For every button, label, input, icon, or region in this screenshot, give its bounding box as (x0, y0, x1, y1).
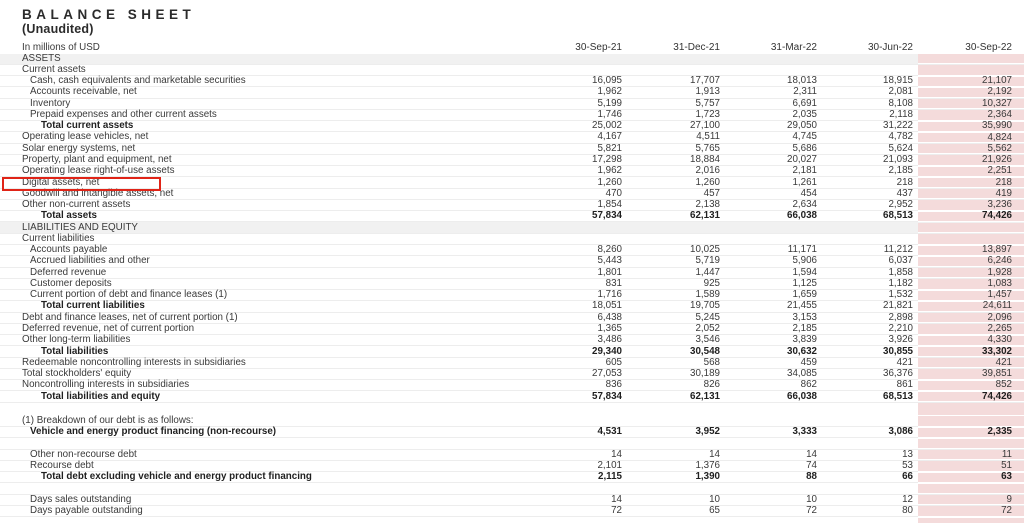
row-value: 1,447 (695, 266, 720, 278)
row-value: 4,167 (597, 131, 622, 143)
row-value: 3,333 (792, 426, 817, 438)
row-value: 4,782 (888, 131, 913, 143)
row-value: 5,719 (695, 255, 720, 267)
table-row (0, 177, 1024, 188)
table-row (0, 87, 1024, 98)
row-value: 1,723 (695, 108, 720, 120)
table-row (0, 324, 1024, 335)
row-value: 1,746 (597, 108, 622, 120)
row-value: 72 (611, 504, 622, 516)
row-value: 3,952 (695, 426, 720, 438)
row-value: 2,115 (598, 471, 622, 483)
row-value-highlighted: 218 (918, 178, 1024, 188)
row-value: 459 (800, 356, 817, 368)
row-value: 1,854 (597, 199, 622, 211)
row-value: 3,926 (888, 334, 913, 346)
row-value-highlighted: 63 (918, 473, 1024, 483)
row-value: 30,189 (690, 368, 720, 380)
table-row (0, 346, 1024, 357)
row-label: Noncontrolling interests in subsidiaries (22, 379, 190, 391)
table-row (0, 450, 1024, 461)
row-label: Goodwill and intangible assets, net (22, 187, 174, 199)
row-value: 62,131 (690, 390, 720, 402)
row-value: 25,002 (592, 120, 622, 132)
row-value-highlighted: 21,107 (918, 77, 1024, 87)
row-value-highlighted: 2,251 (918, 167, 1024, 177)
row-value-highlighted: 10,327 (918, 99, 1024, 109)
row-value: 861 (896, 379, 913, 391)
row-value-highlighted: 1,457 (918, 291, 1024, 301)
row-value: 11,212 (883, 244, 913, 256)
row-value: 8,108 (888, 97, 913, 109)
row-value: 5,757 (695, 97, 720, 109)
row-value: 3,839 (792, 334, 817, 346)
row-value: 2,101 (597, 459, 622, 471)
column-header-date: 31-Mar-22 (770, 41, 817, 53)
row-value: 1,962 (597, 86, 622, 98)
row-value: 18,915 (883, 75, 913, 87)
row-value: 605 (605, 356, 622, 368)
row-value: 1,858 (888, 266, 913, 278)
row-value: 65 (709, 504, 720, 516)
table-row (0, 427, 1024, 438)
row-value: 68,513 (883, 390, 913, 402)
spacer-row (0, 483, 1024, 494)
row-value: 17,707 (690, 75, 720, 87)
row-value-highlighted: 9 (918, 495, 1024, 505)
row-value: 20,027 (787, 154, 817, 166)
row-value: 10 (806, 493, 817, 505)
row-label: Customer deposits (30, 277, 112, 289)
row-value: 836 (605, 379, 622, 391)
row-value-highlighted: 2,096 (918, 313, 1024, 323)
row-label: Current portion of debt and finance leases (1) (30, 289, 228, 301)
row-value-highlighted: 2,265 (918, 324, 1024, 334)
row-value: 1,589 (695, 289, 720, 301)
row-label: Current liabilities (22, 232, 95, 244)
row-value: 1,532 (888, 289, 913, 301)
table-row (0, 358, 1024, 369)
row-label: Deferred revenue (30, 266, 107, 278)
row-value: 831 (605, 277, 622, 289)
table-row (0, 76, 1024, 87)
row-value-highlighted (918, 234, 1024, 244)
row-label: Vehicle and energy product financing (non-recourse) (30, 426, 277, 438)
row-value: 80 (902, 504, 913, 516)
row-value: 1,913 (695, 86, 720, 98)
row-label: Total current assets (41, 120, 134, 132)
row-value-highlighted: 3,236 (918, 200, 1024, 210)
row-value: 3,486 (597, 334, 622, 346)
row-label: Accrued liabilities and other (30, 255, 150, 267)
row-value: 27,100 (690, 120, 720, 132)
row-value: 3,153 (792, 311, 817, 323)
row-label: Accounts payable (30, 244, 108, 256)
row-value-highlighted: 852 (918, 381, 1024, 391)
balance-sheet-table (0, 42, 1024, 523)
row-label: Property, plant and equipment, net (22, 154, 172, 166)
row-value: 5,199 (597, 97, 622, 109)
table-row (0, 506, 1024, 517)
row-value: 2,898 (888, 311, 913, 323)
row-value: 18,013 (787, 75, 817, 87)
row-value: 12 (902, 493, 913, 505)
row-value: 1,659 (792, 289, 817, 301)
row-value: 4,511 (696, 131, 720, 143)
row-label: Total current liabilities (41, 300, 145, 312)
row-value-highlighted: 2,192 (918, 88, 1024, 98)
row-value-highlighted (918, 484, 1024, 494)
row-value: 18,051 (592, 300, 622, 312)
row-label: Redeemable noncontrolling interests in subsidiaries (22, 356, 246, 368)
row-value-highlighted: 419 (918, 189, 1024, 199)
table-row (0, 189, 1024, 200)
row-value: 36,376 (883, 368, 913, 380)
table-row (0, 200, 1024, 211)
table-row (0, 290, 1024, 301)
page-header (0, 0, 1024, 36)
row-value: 2,185 (888, 165, 913, 177)
section-header-row (0, 222, 1024, 233)
row-value: 568 (703, 356, 720, 368)
row-value-highlighted: 11 (918, 450, 1024, 460)
row-label: Other long-term liabilities (22, 334, 131, 346)
table-row (0, 110, 1024, 121)
column-header-date: 30-Jun-22 (867, 41, 913, 53)
row-value: 470 (605, 187, 622, 199)
table-row (0, 132, 1024, 143)
row-value-highlighted (918, 439, 1024, 449)
row-value: 30,855 (883, 345, 913, 357)
table-row (0, 335, 1024, 346)
row-value: 29,340 (592, 345, 622, 357)
row-value-highlighted: 5,562 (918, 144, 1024, 154)
table-row (0, 245, 1024, 256)
row-value: 1,260 (597, 176, 622, 188)
row-label: Total liabilities (41, 345, 109, 357)
spacer-row (0, 403, 1024, 416)
row-value: 1,365 (597, 323, 622, 334)
row-label: Accounts receivable, net (30, 86, 137, 98)
row-value: 17,298 (592, 154, 622, 166)
row-value: 68,513 (883, 210, 913, 222)
row-value-highlighted: 421 (918, 358, 1024, 368)
row-value: 8,260 (597, 244, 622, 256)
row-value: 34,085 (787, 368, 817, 380)
row-value: 13 (902, 448, 913, 460)
table-body (0, 54, 1024, 523)
row-value-highlighted: 33,302 (918, 347, 1024, 357)
row-value-highlighted: 1,928 (918, 268, 1024, 278)
row-value: 5,821 (597, 142, 622, 154)
row-value: 57,834 (592, 210, 622, 222)
unit-label: In millions of USD (22, 41, 100, 53)
row-value-highlighted: 74,426 (918, 212, 1024, 222)
row-value: 437 (896, 187, 913, 199)
row-value: 457 (703, 187, 720, 199)
table-row (0, 268, 1024, 279)
row-value: 862 (800, 379, 817, 391)
row-value: 21,455 (787, 300, 817, 312)
row-value: 66,038 (787, 390, 817, 402)
table-row (0, 234, 1024, 245)
row-value: 925 (703, 277, 720, 289)
row-value: 1,801 (597, 266, 622, 278)
row-value: 2,210 (888, 323, 913, 334)
spacer-row (0, 438, 1024, 449)
row-value: 826 (703, 379, 720, 391)
row-value: 57,834 (592, 390, 622, 402)
row-value: 27,053 (592, 368, 622, 380)
row-value: 6,691 (792, 97, 817, 109)
row-value-highlighted: 21,926 (918, 155, 1024, 165)
row-value-highlighted (918, 223, 1024, 233)
row-value: 1,182 (888, 277, 913, 289)
row-value: 10 (709, 493, 720, 505)
row-value: 2,181 (792, 165, 817, 177)
row-value: 21,093 (883, 154, 913, 166)
row-label: ASSETS (22, 52, 61, 64)
row-value-highlighted (918, 518, 1024, 523)
row-label: LIABILITIES AND EQUITY (22, 221, 138, 233)
row-value: 21,821 (883, 300, 913, 312)
row-label: Solar energy systems, net (22, 142, 136, 154)
row-value-highlighted: 4,824 (918, 133, 1024, 143)
row-value: 2,052 (695, 323, 720, 334)
row-value: 2,634 (792, 199, 817, 211)
row-label: Total assets (41, 210, 97, 222)
row-value: 30,548 (690, 345, 720, 357)
row-value: 4,531 (597, 426, 622, 438)
row-label: Other non-current assets (22, 199, 131, 211)
row-value: 10,025 (690, 244, 720, 256)
row-value-highlighted (918, 54, 1024, 64)
row-value: 2,311 (793, 86, 817, 98)
row-value: 1,962 (597, 165, 622, 177)
row-label: Current assets (22, 63, 86, 75)
row-value: 30,632 (787, 345, 817, 357)
row-value-highlighted: 24,611 (918, 302, 1024, 312)
row-value: 14 (806, 448, 817, 460)
row-value: 14 (709, 448, 720, 460)
row-value: 1,376 (695, 459, 720, 471)
row-value: 5,906 (792, 255, 817, 267)
row-value: 6,438 (597, 311, 622, 323)
row-value: 218 (896, 176, 913, 188)
row-value-highlighted: 2,364 (918, 110, 1024, 120)
row-value-highlighted: 35,990 (918, 122, 1024, 132)
row-value: 2,118 (889, 108, 913, 120)
row-value-highlighted: 74,426 (918, 392, 1024, 402)
row-label: (1) Breakdown of our debt is as follows: (22, 414, 194, 426)
row-value: 16,095 (592, 75, 622, 87)
table-row (0, 380, 1024, 391)
row-value: 3,546 (695, 334, 720, 346)
row-value: 1,125 (792, 277, 817, 289)
row-value: 2,185 (792, 323, 817, 334)
row-value: 19,705 (690, 300, 720, 312)
row-value: 5,245 (695, 311, 720, 323)
row-value: 14 (611, 493, 622, 505)
row-value: 421 (896, 356, 913, 368)
row-value: 2,081 (888, 86, 913, 98)
row-value: 4,745 (792, 131, 817, 143)
row-label: Operating lease vehicles, net (22, 131, 149, 143)
column-header-date-highlighted: 30-Sep-22 (965, 42, 1012, 54)
row-label: Inventory (30, 97, 71, 109)
row-label: Other non-recourse debt (30, 448, 137, 460)
row-value-highlighted: 2,335 (918, 428, 1024, 438)
row-label: Days sales outstanding (30, 493, 132, 505)
row-value: 2,138 (695, 199, 720, 211)
column-header-date: 31-Dec-21 (673, 41, 720, 53)
row-value: 66,038 (787, 210, 817, 222)
row-value: 3,086 (888, 426, 913, 438)
row-label: Digital assets, net (0, 178, 524, 188)
row-value-highlighted: 6,246 (918, 257, 1024, 267)
row-value: 66 (902, 471, 913, 483)
row-value: 2,035 (792, 108, 817, 120)
table-row (0, 121, 1024, 132)
row-value-highlighted: 13,897 (918, 246, 1024, 256)
row-label: Total stockholders' equity (22, 368, 132, 380)
row-value-highlighted (918, 416, 1024, 426)
row-label: Cash, cash equivalents and marketable securities (30, 75, 246, 87)
row-value-highlighted: 1,083 (918, 279, 1024, 289)
row-label: Total debt excluding vehicle and energy product financing (41, 471, 312, 483)
row-value-highlighted (918, 65, 1024, 75)
row-label: Operating lease right-of-use assets (22, 165, 175, 177)
section-header-row (0, 54, 1024, 65)
row-label: Debt and finance leases, net of current portion (1) (22, 311, 238, 323)
row-value: 31,222 (883, 120, 913, 132)
column-header-date: 30-Sep-21 (575, 41, 622, 53)
table-row (0, 495, 1024, 506)
table-row (0, 211, 1024, 222)
row-value: 5,686 (792, 142, 817, 154)
table-row (0, 256, 1024, 267)
row-value: 5,765 (695, 142, 720, 154)
row-value: 1,260 (695, 176, 720, 188)
row-value-highlighted: 39,851 (918, 369, 1024, 379)
row-value-highlighted: 51 (918, 461, 1024, 471)
row-value: 72 (806, 504, 817, 516)
table-row (0, 472, 1024, 483)
row-label: Deferred revenue, net of current portion (22, 323, 195, 334)
row-value: 29,050 (787, 120, 817, 132)
row-value: 74 (806, 459, 817, 471)
row-value: 2,016 (695, 165, 720, 177)
row-value: 1,594 (792, 266, 817, 278)
row-label: Days payable outstanding (30, 504, 143, 516)
row-value: 1,716 (597, 289, 622, 301)
row-value: 18,884 (690, 154, 720, 166)
row-label: Total liabilities and equity (41, 390, 161, 402)
row-value-highlighted (918, 403, 1024, 416)
page-subtitle: (Unaudited) (22, 22, 94, 36)
table-row (0, 166, 1024, 177)
row-value: 14 (611, 448, 622, 460)
row-value-highlighted: 4,330 (918, 336, 1024, 346)
row-value: 5,624 (888, 142, 913, 154)
row-label: Recourse debt (30, 459, 94, 471)
row-value-highlighted: 72 (918, 506, 1024, 516)
row-value: 62,131 (690, 210, 720, 222)
row-value: 1,261 (792, 176, 817, 188)
row-value: 53 (902, 459, 913, 471)
page-title: BALANCE SHEET (22, 7, 196, 22)
row-value: 88 (806, 471, 817, 483)
table-row (0, 391, 1024, 402)
row-value: 2,952 (888, 199, 913, 211)
row-value: 11,171 (787, 244, 817, 256)
spacer-row (0, 517, 1024, 523)
row-value: 6,037 (888, 255, 913, 267)
row-value: 1,390 (695, 471, 720, 483)
row-label: Prepaid expenses and other current assets (30, 108, 217, 120)
table-header-row (0, 42, 1024, 54)
row-value: 5,443 (597, 255, 622, 267)
row-value: 454 (800, 187, 817, 199)
table-row (0, 301, 1024, 312)
